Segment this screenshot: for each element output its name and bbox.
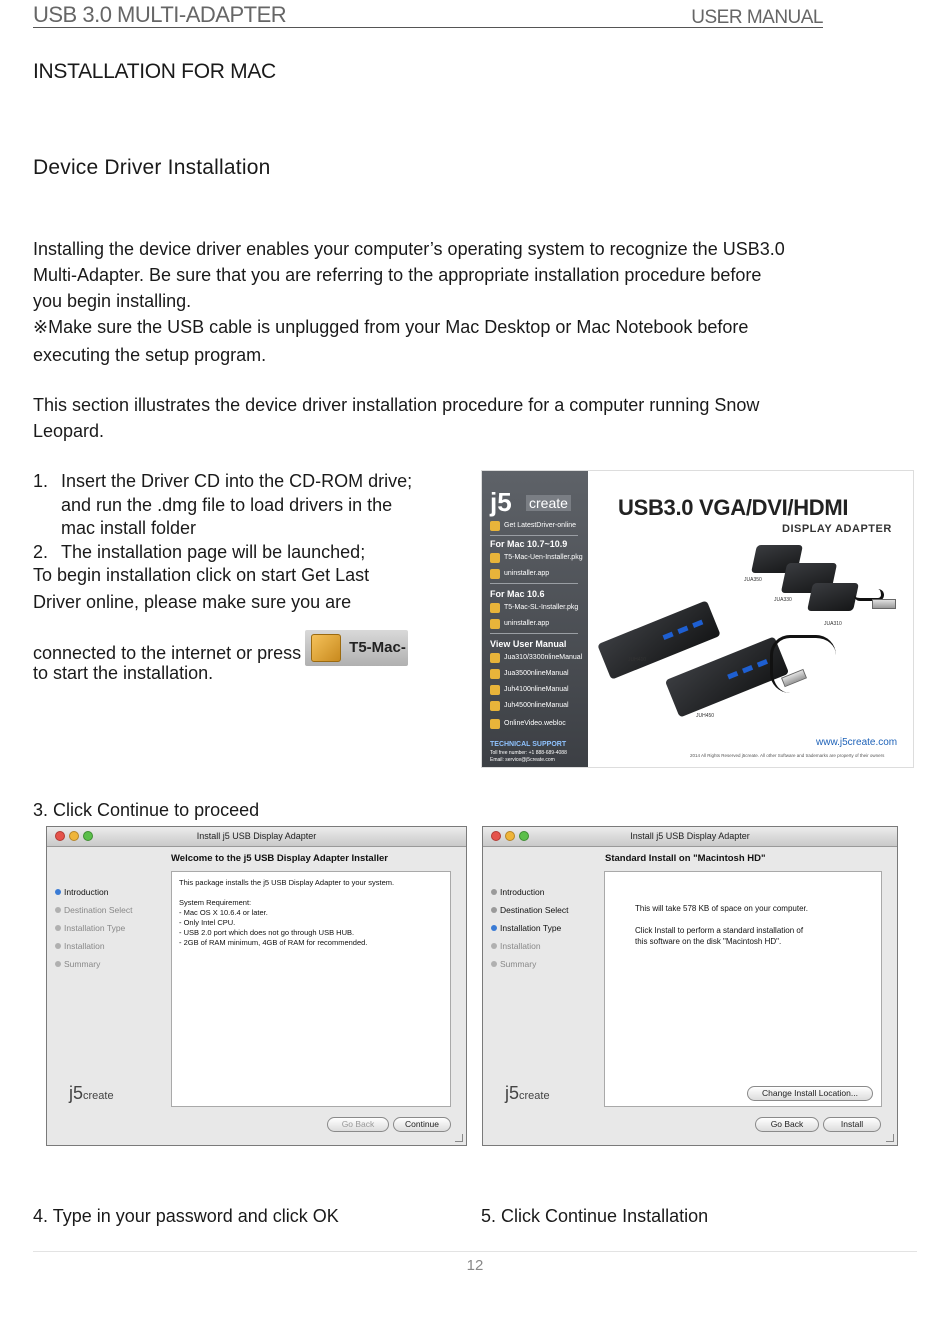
model-label: JUH450 <box>696 713 715 719</box>
installer-button-label: T5-Mac- <box>349 639 406 657</box>
nav-summary <box>64 959 100 969</box>
sidebar-heading: For Mac 10.7~10.9 <box>490 539 568 549</box>
logo-create: create <box>519 1090 550 1102</box>
resize-handle[interactable] <box>455 1134 463 1142</box>
nav-destination-select <box>64 905 133 915</box>
nav-introduction <box>64 887 108 897</box>
step-dot-icon <box>55 925 61 931</box>
divider <box>490 535 578 536</box>
uninstaller-icon <box>490 619 500 629</box>
product-title: USB3.0 VGA/DVI/HDMI <box>618 495 849 520</box>
nav-label: Introduction <box>64 887 109 897</box>
change-install-location-button[interactable]: Change Install Location... <box>747 1086 873 1101</box>
step-dot-icon <box>491 889 497 895</box>
space-required-text: This will take 578 KB of space on your computer. <box>635 904 808 913</box>
step-dot-icon <box>491 943 497 949</box>
nav-label: Destination Select <box>500 905 569 915</box>
product-subtitle: DISPLAY ADAPTER <box>782 523 892 535</box>
continue-button[interactable]: Continue <box>393 1117 451 1132</box>
manual-icon <box>490 701 500 711</box>
disc-sidebar <box>482 471 588 768</box>
product-disc-screen <box>481 470 914 768</box>
requirement-item: - USB 2.0 port which does not go through USB HUB. <box>179 928 355 937</box>
step-5: 5. Click Continue Installation <box>481 1206 709 1226</box>
step-4: 4. Type in your password and click OK <box>33 1206 339 1226</box>
sidebar-heading: View User Manual <box>490 639 567 649</box>
install-instructions: Click Install to perform a standard installation of <box>635 926 804 935</box>
step-number: 2. <box>33 541 49 562</box>
uninstaller-icon <box>490 569 500 579</box>
logo-create: create <box>83 1090 114 1102</box>
nav-summary <box>500 959 536 969</box>
page-number: 12 <box>466 1257 484 1274</box>
install-button[interactable]: Install <box>823 1117 881 1132</box>
step-text: To begin installation click on start Get Last <box>33 565 370 585</box>
sidebar-item-manual[interactable]: Jua3500nlineManual <box>504 670 569 677</box>
step-text: The installation page will be launched; <box>61 541 366 562</box>
step-2 <box>33 541 473 565</box>
driver-icon <box>490 521 500 531</box>
step-1 <box>33 470 473 494</box>
para-line: This section illustrates the device driver installation procedure for a computer running Snow <box>33 395 760 415</box>
step-text: Insert the Driver CD into the CD-ROM drive; <box>61 471 413 491</box>
page-header <box>33 2 823 28</box>
logo-j5: j5 <box>69 1083 84 1103</box>
step-3: 3. Click Continue to proceed <box>33 800 260 820</box>
nav-label: Installation <box>64 941 105 951</box>
installer-window-installation-type <box>482 826 898 1146</box>
package-icon <box>311 634 341 662</box>
header-right: USER MANUAL <box>691 7 823 28</box>
resize-handle[interactable] <box>886 1134 894 1142</box>
intro-line: you begin installing. <box>33 291 192 311</box>
snow-leopard-paragraph <box>33 392 913 444</box>
requirements-heading: System Requirement: <box>179 898 252 907</box>
step-text: to start the installation. <box>33 663 214 683</box>
intro-line: Multi-Adapter. Be sure that you are referring to the appropriate installation procedure before <box>33 265 762 285</box>
step-dot-icon <box>491 961 497 967</box>
j5create-logo <box>69 1083 114 1104</box>
copyright-text: 2014 All Rights Reserved j5create. All other Software and trademarks are property of their owners <box>690 753 885 758</box>
step-text: connected to the internet or press <box>33 642 302 663</box>
usb-plug <box>872 599 896 609</box>
step-text: mac install folder <box>61 518 197 538</box>
sidebar-item-installer[interactable]: T5-Mac-SL-Installer.pkg <box>504 604 579 611</box>
window-title: Install j5 USB Display Adapter <box>630 831 750 841</box>
step-dot-icon <box>491 925 497 931</box>
note-line: ※Make sure the USB cable is unplugged from your Mac Desktop or Mac Notebook before <box>33 317 749 337</box>
header-title: USB 3.0 MULTI-ADAPTER <box>33 2 287 27</box>
step-dot-icon <box>55 889 61 895</box>
support-email: Email: service@j5create.com <box>490 757 555 763</box>
step-dot-icon <box>55 961 61 967</box>
section-title: INSTALLATION FOR MAC <box>33 60 276 83</box>
package-icon <box>490 603 500 613</box>
support-heading: TECHNICAL SUPPORT <box>490 741 567 748</box>
sidebar-heading: For Mac 10.6 <box>490 589 545 599</box>
j5create-logo <box>490 487 580 515</box>
para-line: Leopard. <box>33 421 105 441</box>
subsection-title: Device Driver Installation <box>33 156 271 179</box>
manual-icon <box>490 685 500 695</box>
model-label: JUH410 <box>628 657 647 663</box>
nav-label: Installation Type <box>64 923 126 933</box>
model-label: JUA310 <box>824 621 842 627</box>
nav-installation-type <box>64 923 125 933</box>
manual-icon <box>490 669 500 679</box>
nav-introduction <box>500 887 544 897</box>
steps-list <box>33 470 473 686</box>
nav-label: Destination Select <box>64 905 133 915</box>
step-text: Driver online, please make sure you are <box>33 591 352 612</box>
usb-port <box>757 659 768 667</box>
logo-create: create <box>526 495 571 511</box>
logo-j5: j5 <box>505 1083 520 1103</box>
package-icon <box>490 553 500 563</box>
usb-port <box>663 632 674 640</box>
divider <box>490 583 578 584</box>
usb-port <box>742 665 753 673</box>
usb-port <box>727 671 738 679</box>
sidebar-item-installer[interactable]: T5-Mac-Uen-Installer.pkg <box>504 554 583 561</box>
logo-j5: j5 <box>490 487 512 517</box>
nav-installation <box>500 941 541 951</box>
sidebar-item-uninstaller[interactable]: uninstaller.app <box>504 620 550 627</box>
usb-port <box>677 626 688 634</box>
usb-cable <box>770 635 836 693</box>
nav-installation <box>64 941 105 951</box>
install-instructions: this software on the disk "Macintosh HD". <box>635 937 782 946</box>
step-dot-icon <box>55 907 61 913</box>
nav-label: Installation <box>500 941 541 951</box>
requirement-item: - Only Intel CPU. <box>179 918 236 927</box>
j5create-logo <box>505 1083 550 1104</box>
window-titlebar <box>47 827 466 847</box>
intro-line: Installing the device driver enables your computer’s operating system to recognize the USB3.0 <box>33 239 785 259</box>
installer-heading: Standard Install on "Macintosh HD" <box>605 853 766 864</box>
nav-destination-select <box>500 905 569 915</box>
sidebar-item-get-driver[interactable]: Get LatestDriver-online <box>504 522 576 529</box>
requirement-item: - 2GB of RAM minimum, 4GB of RAM for recommended. <box>179 938 368 947</box>
sidebar-item-manual[interactable]: Juh4100nlineManual <box>504 686 569 693</box>
t5-mac-installer-button[interactable] <box>305 630 408 666</box>
model-label: JUA350 <box>744 577 762 583</box>
sidebar-item-uninstaller[interactable]: uninstaller.app <box>504 570 550 577</box>
support-phone: Toll free number: +1 888-689-4088 <box>490 750 567 756</box>
nav-installation-type <box>500 923 561 933</box>
window-title: Install j5 USB Display Adapter <box>196 831 317 841</box>
usb-port <box>692 620 703 628</box>
intro-paragraph <box>33 236 913 368</box>
nav-label: Installation Type <box>500 923 562 933</box>
go-back-button[interactable]: Go Back <box>327 1117 389 1132</box>
adapter-image <box>807 583 859 611</box>
installer-content <box>171 871 451 1107</box>
divider <box>490 633 578 634</box>
installer-content <box>604 871 882 1107</box>
footer-divider <box>33 1251 917 1252</box>
video-icon <box>490 719 500 729</box>
nav-label: Introduction <box>500 887 545 897</box>
manual-icon <box>490 653 500 663</box>
installer-heading: Welcome to the j5 USB Display Adapter Installer <box>171 853 388 864</box>
intro-text: This package installs the j5 USB Display Adapter to your system. <box>179 878 395 887</box>
step-dot-icon <box>55 943 61 949</box>
step-dot-icon <box>491 907 497 913</box>
step-text: and run the .dmg file to load drivers in the <box>61 494 393 515</box>
sidebar-item-video[interactable]: OnlineVideo.webloc <box>504 720 566 727</box>
note-line: executing the setup program. <box>33 345 267 365</box>
nav-label: Summary <box>64 959 101 969</box>
window-titlebar <box>483 827 897 847</box>
website-url: www.j5create.com <box>816 737 898 748</box>
nav-label: Summary <box>500 959 537 969</box>
step-number: 1. <box>33 471 49 491</box>
sidebar-item-manual[interactable]: Jua310/3300nlineManual <box>504 654 583 661</box>
sidebar-item-manual[interactable]: Juh4500nlineManual <box>504 702 569 709</box>
model-label: JUA330 <box>774 597 792 603</box>
go-back-button[interactable]: Go Back <box>755 1117 819 1132</box>
requirement-item: - Mac OS X 10.6.4 or later. <box>179 908 268 917</box>
installer-window-introduction <box>46 826 467 1146</box>
